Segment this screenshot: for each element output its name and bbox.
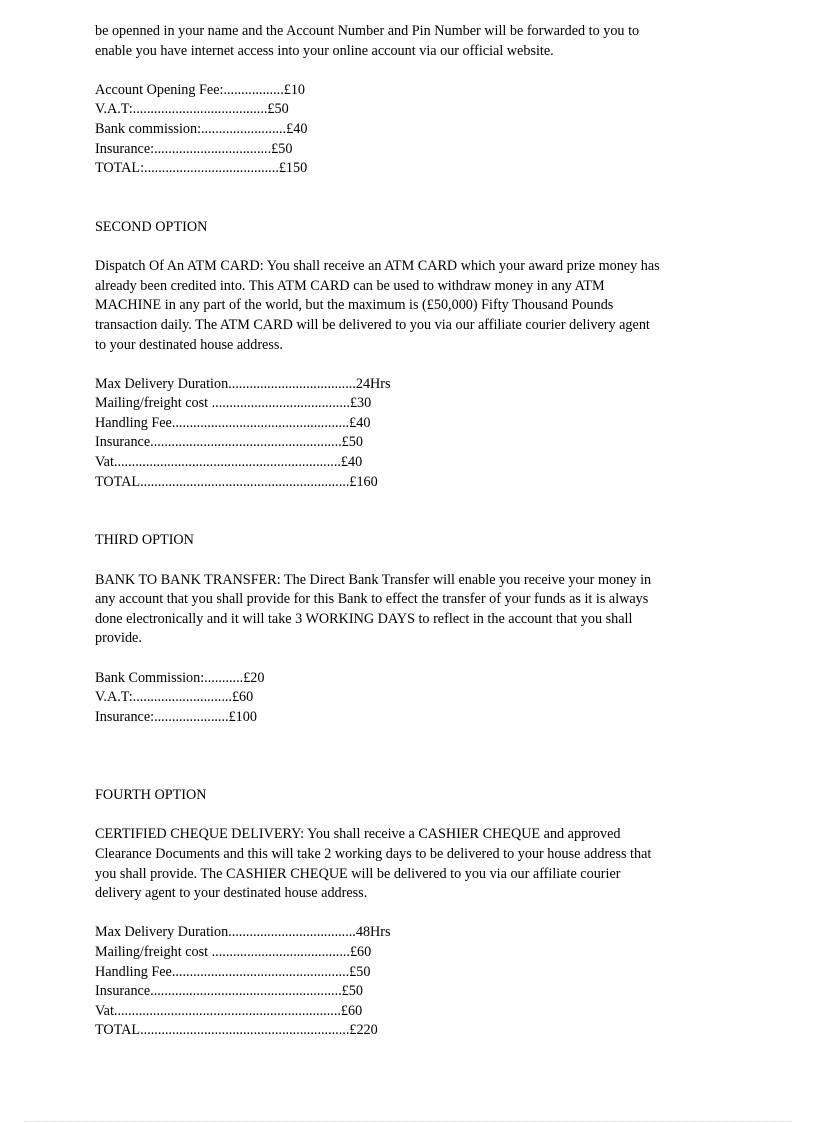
text-line: Clearance Documents and this will take 2 working days to be delivered to your house address that bbox=[95, 845, 652, 862]
text-line: already been credited into. This ATM CARD can be used to withdraw money in any ATM bbox=[95, 277, 605, 294]
document-page bbox=[95, 22, 755, 1041]
text-line: you shall provide. The CASHIER CHEQUE will be delivered to you via our affiliate courier bbox=[95, 865, 621, 882]
text-line: BANK TO BANK TRANSFER: The Direct Bank Transfer will enable you receive your money in bbox=[95, 571, 652, 588]
fourth-option-paragraph bbox=[95, 825, 755, 903]
text-line: transaction daily. The ATM CARD will be delivered to you via our affiliate courier delivery agent bbox=[95, 316, 650, 333]
fee-line: Vat................................................................£60 bbox=[95, 1002, 363, 1019]
second-option-paragraph bbox=[95, 257, 755, 355]
fourth-option-fee-list bbox=[95, 923, 755, 1041]
fee-line: Bank commission:........................£40 bbox=[95, 120, 308, 137]
text-line: CERTIFIED CHEQUE DELIVERY: You shall receive a CASHIER CHEQUE and approved bbox=[95, 826, 621, 843]
fourth-option-heading: FOURTH OPTION bbox=[95, 787, 207, 804]
fee-total-line: TOTAL:......................................£150 bbox=[95, 160, 308, 177]
intro-paragraph bbox=[95, 22, 755, 61]
text-line: be openned in your name and the Account Number and Pin Number will be forwarded to you to bbox=[95, 23, 640, 39]
fee-line: Insurance:.................................£50 bbox=[95, 140, 293, 157]
fee-line: V.A.T:............................£60 bbox=[95, 689, 254, 706]
fee-line: Insurance......................................................£50 bbox=[95, 983, 363, 1000]
text-line: enable you have internet access into your online account via our official website. bbox=[95, 42, 554, 59]
fee-line: Account Opening Fee:.................£10 bbox=[95, 81, 306, 98]
fee-line: Handling Fee..................................................£40 bbox=[95, 414, 371, 431]
text-line: to your destinated house address. bbox=[95, 336, 283, 353]
fee-line: Mailing/freight cost .......................................£30 bbox=[95, 395, 372, 412]
fee-line: Handling Fee..................................................£50 bbox=[95, 963, 371, 980]
second-option-heading: SECOND OPTION bbox=[95, 218, 208, 235]
fee-line: V.A.T:......................................£50 bbox=[95, 101, 289, 118]
fee-line: Mailing/freight cost .......................................£60 bbox=[95, 943, 372, 960]
fee-line: Max Delivery Duration....................................48Hrs bbox=[95, 924, 391, 941]
third-option-fee-list bbox=[95, 669, 755, 728]
second-option-fee-list bbox=[95, 375, 755, 493]
fee-total-line: TOTAL...........................................................£220 bbox=[95, 1022, 378, 1039]
third-option-paragraph bbox=[95, 571, 755, 649]
third-option-heading: THIRD OPTION bbox=[95, 532, 194, 549]
page-bottom-divider bbox=[24, 1121, 792, 1122]
fee-line: Max Delivery Duration....................................24Hrs bbox=[95, 375, 391, 392]
fee-line: Insurance:.....................£100 bbox=[95, 708, 257, 725]
text-line: any account that you shall provide for this Bank to effect the transfer of your funds as it is always bbox=[95, 591, 649, 608]
fee-line: Bank Commission:...........£20 bbox=[95, 669, 265, 686]
text-line: provide. bbox=[95, 630, 142, 647]
text-line: Dispatch Of An ATM CARD: You shall receive an ATM CARD which your award prize money has bbox=[95, 258, 660, 275]
text-line: done electronically and it will take 3 WORKING DAYS to reflect in the account that you shall bbox=[95, 610, 633, 627]
fee-line: Vat................................................................£40 bbox=[95, 454, 363, 471]
account-fee-list bbox=[95, 81, 755, 179]
text-line: MACHINE in any part of the world, but the maximum is (£50,000) Fifty Thousand Pounds bbox=[95, 297, 614, 314]
text-line: delivery agent to your destinated house address. bbox=[95, 885, 368, 902]
fee-total-line: TOTAL...........................................................£160 bbox=[95, 473, 378, 490]
fee-line: Insurance......................................................£50 bbox=[95, 434, 363, 451]
